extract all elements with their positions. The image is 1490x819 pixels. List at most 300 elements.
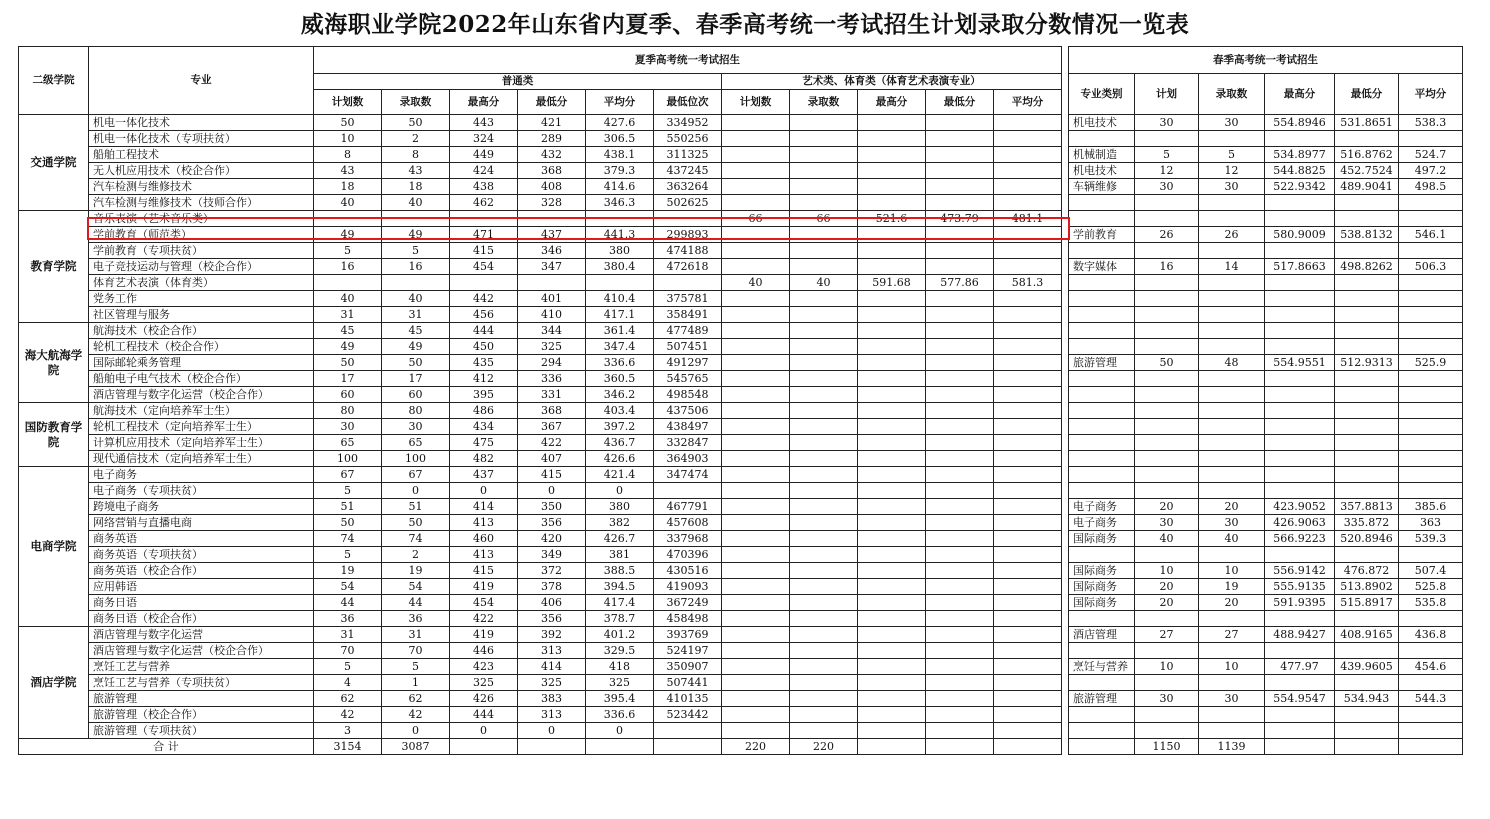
art-cell [994,323,1062,339]
general-cell: 421.4 [586,467,654,483]
spring-category-cell: 数字媒体 [1069,259,1135,275]
art-cell [926,691,994,707]
general-cell: 289 [518,131,586,147]
spring-cell: 357.8813 [1335,499,1399,515]
general-cell: 430516 [654,563,722,579]
spring-cell [1399,547,1463,563]
art-cell [858,611,926,627]
art-cell [790,467,858,483]
spring-cell: 506.3 [1399,259,1463,275]
art-cell [926,547,994,563]
art-cell: 473.79 [926,211,994,227]
general-cell: 422 [450,611,518,627]
general-cell: 346.2 [586,387,654,403]
spring-category-cell: 国际商务 [1069,531,1135,547]
art-cell [722,291,790,307]
spring-cell: 522.9342 [1265,179,1335,195]
art-cell [790,579,858,595]
general-cell: 45 [382,323,450,339]
spring-cell: 454.6 [1399,659,1463,675]
spring-cell: 535.8 [1399,595,1463,611]
spring-cell [1199,723,1265,739]
table-row [19,387,1463,403]
spring-cell [1265,307,1335,323]
header-row-1 [19,47,1463,74]
spring-cell [1135,211,1199,227]
general-cell: 523442 [654,707,722,723]
art-cell [858,179,926,195]
spring-cell: 580.9009 [1265,227,1335,243]
general-cell: 422 [518,435,586,451]
spring-cell: 48 [1199,355,1265,371]
column-gap [1062,387,1069,403]
spring-cell: 5 [1135,147,1199,163]
general-cell: 470396 [654,547,722,563]
college-name-cell: 海大航海学院 [19,323,89,403]
general-cell: 50 [382,515,450,531]
art-cell [858,515,926,531]
general-cell: 18 [382,179,450,195]
spring-cell [1135,643,1199,659]
general-cell: 62 [382,691,450,707]
general-cell: 16 [314,259,382,275]
general-cell: 50 [382,115,450,131]
spring-cell: 515.8917 [1335,595,1399,611]
general-cell: 417.1 [586,307,654,323]
general-cell: 375781 [654,291,722,307]
general-cell: 337968 [654,531,722,547]
general-cell: 70 [314,643,382,659]
spring-category-cell: 酒店管理 [1069,627,1135,643]
spring-cell: 439.9605 [1335,659,1399,675]
general-cell: 36 [314,611,382,627]
general-cell: 74 [314,531,382,547]
spring-cell [1399,643,1463,659]
art-cell [994,659,1062,675]
spring-category-cell: 国际商务 [1069,579,1135,595]
art-cell [790,547,858,563]
spring-cell: 16 [1135,259,1199,275]
general-cell: 36 [382,611,450,627]
general-cell: 419 [450,627,518,643]
spring-cell [1135,387,1199,403]
spring-cell [1199,211,1265,227]
general-cell: 482 [450,451,518,467]
total-spring-cell [1399,739,1463,755]
spring-cell [1265,483,1335,499]
general-cell: 410.4 [586,291,654,307]
art-cell [994,243,1062,259]
art-cell [926,227,994,243]
table-row [19,547,1463,563]
general-cell: 0 [450,723,518,739]
spring-category-cell: 机电技术 [1069,163,1135,179]
spring-category-cell: 学前教育 [1069,227,1135,243]
table-row [19,627,1463,643]
table-row [19,419,1463,435]
art-cell [790,419,858,435]
art-cell [926,723,994,739]
art-cell [926,531,994,547]
general-cell: 325 [518,675,586,691]
general-cell: 43 [382,163,450,179]
spring-cell [1135,467,1199,483]
general-cell: 74 [382,531,450,547]
column-gap [1062,243,1069,259]
general-cell: 30 [314,419,382,435]
spring-cell: 488.9427 [1265,627,1335,643]
table-row [19,691,1463,707]
spring-cell [1199,371,1265,387]
spring-cell [1265,675,1335,691]
spring-category-cell: 国际商务 [1069,595,1135,611]
art-cell [722,435,790,451]
spring-cell: 544.3 [1399,691,1463,707]
art-cell [994,115,1062,131]
general-cell: 458498 [654,611,722,627]
art-cell [858,243,926,259]
spring-cell: 10 [1199,563,1265,579]
general-cell: 8 [314,147,382,163]
general-cell: 325 [450,675,518,691]
art-cell [790,227,858,243]
general-cell: 424 [450,163,518,179]
art-cell [994,531,1062,547]
art-cell [790,611,858,627]
spring-cell: 5 [1199,147,1265,163]
art-cell [790,291,858,307]
spring-cell [1135,419,1199,435]
spring-cell: 19 [1199,579,1265,595]
spring-cell [1265,419,1335,435]
art-cell [994,259,1062,275]
art-cell [858,531,926,547]
total-spring-cell: 1150 [1135,739,1199,755]
general-cell: 67 [314,467,382,483]
art-cell [858,323,926,339]
spring-category-cell [1069,243,1135,259]
general-cell: 2 [382,547,450,563]
spring-cell [1399,211,1463,227]
art-cell [926,403,994,419]
spring-cell [1199,195,1265,211]
spring-cell [1399,483,1463,499]
spring-cell [1335,707,1399,723]
art-cell [790,595,858,611]
major-cell: 音乐表演（艺术音乐类） [89,211,314,227]
art-cell [994,627,1062,643]
general-cell: 415 [450,243,518,259]
column-gap [1062,515,1069,531]
general-cell: 437 [518,227,586,243]
art-cell [926,659,994,675]
major-cell: 船舶工程技术 [89,147,314,163]
art-cell [790,643,858,659]
column-gap [1062,435,1069,451]
spring-cell: 10 [1135,563,1199,579]
table-row [19,291,1463,307]
general-cell: 336.6 [586,707,654,723]
general-cell: 67 [382,467,450,483]
general-cell: 401.2 [586,627,654,643]
general-cell: 471 [450,227,518,243]
summer-group-header: 夏季高考统一考试招生 [314,47,1062,74]
spring-cell [1399,371,1463,387]
general-cell: 100 [382,451,450,467]
art-cell [790,339,858,355]
art-cell [994,675,1062,691]
total-spring-cell: 1139 [1199,739,1265,755]
spring-category-cell [1069,291,1135,307]
art-cell [926,371,994,387]
major-cell: 机电一体化技术 [89,115,314,131]
major-cell: 学前教育（专项扶贫） [89,243,314,259]
table-row [19,131,1463,147]
spring-cell: 546.1 [1399,227,1463,243]
general-cell: 30 [382,419,450,435]
major-cell: 商务英语（专项扶贫） [89,547,314,563]
general-cell: 50 [382,355,450,371]
spring-cell [1199,467,1265,483]
art-col-header: 录取数 [790,90,858,115]
art-cell [722,403,790,419]
spring-cell: 524.7 [1399,147,1463,163]
spring-cell [1399,243,1463,259]
general-cell [654,275,722,291]
spring-cell [1135,275,1199,291]
table-row [19,659,1463,675]
spring-col-header: 录取数 [1199,74,1265,115]
art-cell [722,579,790,595]
general-cell: 367 [518,419,586,435]
spring-cell: 436.8 [1399,627,1463,643]
general-cell: 311325 [654,147,722,163]
art-cell [790,163,858,179]
general-cell [382,211,450,227]
general-cell: 347 [518,259,586,275]
art-cell [790,179,858,195]
major-cell: 网络营销与直播电商 [89,515,314,531]
spring-cell: 423.9052 [1265,499,1335,515]
spring-cell [1135,195,1199,211]
spring-cell [1335,547,1399,563]
spring-cell [1265,547,1335,563]
general-cell: 486 [450,403,518,419]
general-cell: 418 [586,659,654,675]
general-cell: 60 [382,387,450,403]
art-cell [858,499,926,515]
spring-category-cell [1069,611,1135,627]
spring-category-cell: 旅游管理 [1069,691,1135,707]
spring-category-cell [1069,643,1135,659]
table-row [19,227,1463,243]
table-row [19,275,1463,291]
major-cell: 船舶电子电气技术（校企合作） [89,371,314,387]
column-gap [1062,147,1069,163]
art-cell: 40 [722,275,790,291]
spring-category-cell: 车辆维修 [1069,179,1135,195]
spring-cell: 40 [1135,531,1199,547]
general-cell: 406 [518,595,586,611]
spring-cell [1399,307,1463,323]
spring-category-cell [1069,547,1135,563]
spring-cell: 591.9395 [1265,595,1335,611]
spring-cell [1335,723,1399,739]
general-cell: 372 [518,563,586,579]
general-cell: 507441 [654,675,722,691]
spring-category-cell: 旅游管理 [1069,355,1135,371]
total-spring-cell [1265,739,1335,755]
spring-category-cell: 国际商务 [1069,563,1135,579]
major-cell: 航海技术（校企合作） [89,323,314,339]
spring-cell: 30 [1199,179,1265,195]
major-cell: 体育艺术表演（体育类） [89,275,314,291]
general-cell: 31 [382,307,450,323]
spring-cell: 531.8651 [1335,115,1399,131]
spring-cell: 477.97 [1265,659,1335,675]
art-cell [858,435,926,451]
major-cell: 轮机工程技术（定向培养军士生） [89,419,314,435]
spring-category-cell [1069,483,1135,499]
general-cell: 0 [382,723,450,739]
column-gap [1062,339,1069,355]
general-cell [518,211,586,227]
art-cell: 521.6 [858,211,926,227]
column-gap [1062,739,1069,755]
general-cell: 70 [382,643,450,659]
art-cell [722,323,790,339]
spring-cell [1199,387,1265,403]
general-cell: 80 [314,403,382,419]
general-cell: 54 [382,579,450,595]
spring-cell: 20 [1135,595,1199,611]
art-cell [722,707,790,723]
total-label-cell: 合 计 [19,739,314,755]
spring-cell [1265,723,1335,739]
spring-cell: 27 [1135,627,1199,643]
general-cell: 380 [586,243,654,259]
art-cell [858,403,926,419]
spring-cell: 30 [1199,515,1265,531]
spring-cell [1199,323,1265,339]
college-name-cell: 电商学院 [19,467,89,627]
spring-cell [1265,195,1335,211]
art-cell [926,323,994,339]
column-gap [1062,643,1069,659]
general-cell: 65 [314,435,382,451]
general-cell: 395.4 [586,691,654,707]
spring-category-cell [1069,339,1135,355]
major-cell: 轮机工程技术（校企合作） [89,339,314,355]
general-cell: 51 [314,499,382,515]
general-cell: 0 [586,723,654,739]
spring-cell [1399,131,1463,147]
general-cell: 403.4 [586,403,654,419]
spring-cell [1335,451,1399,467]
spring-category-cell [1069,307,1135,323]
spring-cell: 498.5 [1399,179,1463,195]
spring-cell: 20 [1199,499,1265,515]
art-cell [858,547,926,563]
art-cell [790,707,858,723]
table-row [19,707,1463,723]
spring-cell [1135,291,1199,307]
spring-cell: 26 [1135,227,1199,243]
art-cell [790,627,858,643]
art-cell [858,451,926,467]
major-cell: 烹饪工艺与营养 [89,659,314,675]
general-cell: 368 [518,403,586,419]
spring-cell: 30 [1135,515,1199,531]
college-name-cell: 教育学院 [19,211,89,323]
table-row [19,403,1463,419]
general-cell: 1 [382,675,450,691]
spring-cell [1335,211,1399,227]
art-cell [790,691,858,707]
art-cell [722,243,790,259]
general-cell: 332847 [654,435,722,451]
spring-cell: 10 [1135,659,1199,675]
general-cell: 62 [314,691,382,707]
general-cell: 49 [314,339,382,355]
admissions-table [18,46,1463,755]
major-cell: 旅游管理 [89,691,314,707]
art-cell: 591.68 [858,275,926,291]
art-cell [926,243,994,259]
college-name-cell: 酒店学院 [19,627,89,739]
spring-cell [1335,243,1399,259]
spring-cell: 517.8663 [1265,259,1335,275]
major-cell: 航海技术（定向培养军士生） [89,403,314,419]
general-cell: 414 [518,659,586,675]
spring-cell [1199,435,1265,451]
art-cell [722,195,790,211]
general-cell: 383 [518,691,586,707]
art-cell [926,131,994,147]
general-cell: 437245 [654,163,722,179]
general-cell: 397.2 [586,419,654,435]
art-cell [790,371,858,387]
table-row [19,611,1463,627]
general-cell: 40 [314,195,382,211]
major-cell: 商务英语（校企合作） [89,563,314,579]
art-cell [722,115,790,131]
art-cell [790,259,858,275]
art-cell [790,499,858,515]
spring-category-cell [1069,723,1135,739]
table-row [19,499,1463,515]
art-cell [790,659,858,675]
art-cell [858,291,926,307]
general-cell: 378.7 [586,611,654,627]
major-cell: 现代通信技术（定向培养军士生） [89,451,314,467]
spring-cell: 40 [1199,531,1265,547]
column-gap [1062,547,1069,563]
art-cell [858,371,926,387]
art-cell [722,611,790,627]
column-gap [1062,499,1069,515]
art-cell [790,355,858,371]
general-cell [450,275,518,291]
spring-cell [1135,243,1199,259]
art-cell [722,499,790,515]
column-gap [1062,531,1069,547]
general-cell: 475 [450,435,518,451]
art-cell [722,627,790,643]
spring-cell: 12 [1135,163,1199,179]
total-art-cell [994,739,1062,755]
spring-cell [1135,707,1199,723]
